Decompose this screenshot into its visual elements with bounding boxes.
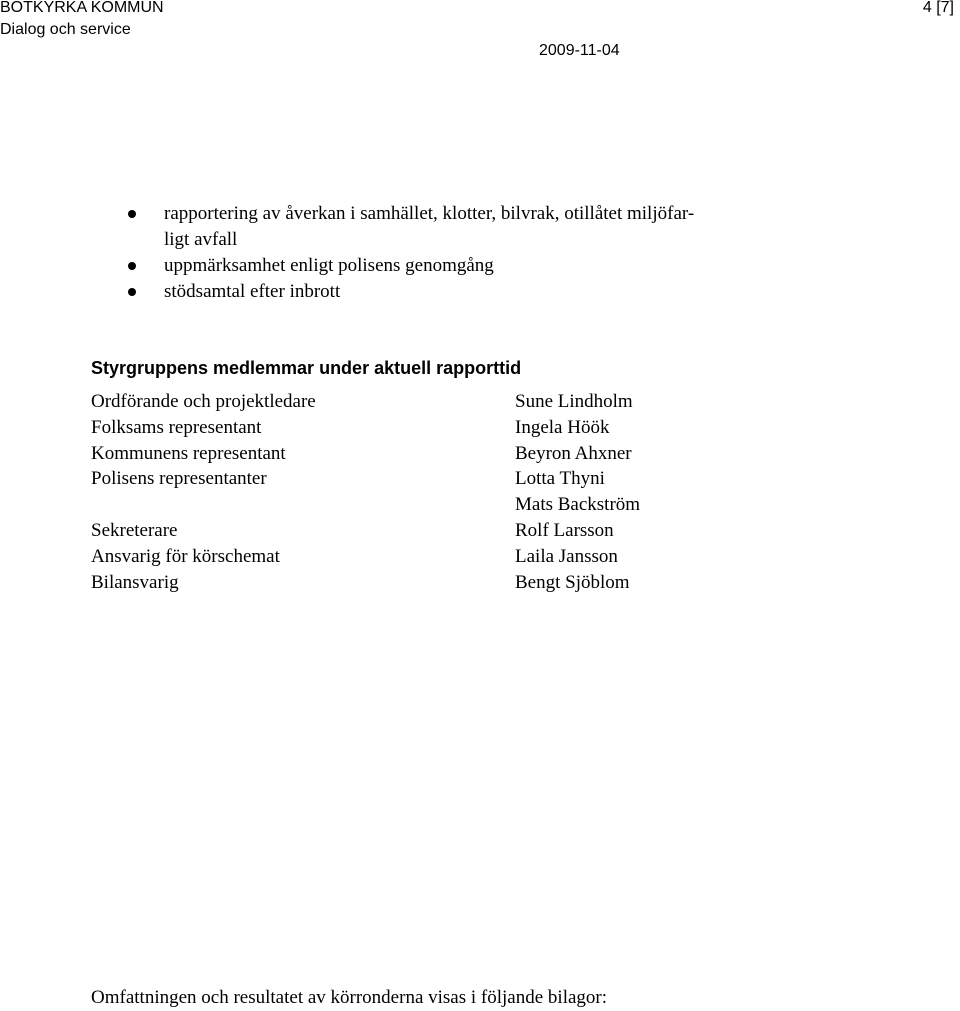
section-heading: Styrgruppens medlemmar under aktuell rapporttid — [91, 358, 522, 378]
list-item — [0, 279, 814, 305]
document-date: 2009-11-04 — [539, 42, 620, 59]
member-row — [91, 544, 791, 570]
member-row — [91, 518, 791, 544]
members-table — [91, 389, 791, 595]
bullet-icon — [128, 210, 136, 218]
department-name: Dialog och service — [0, 21, 131, 38]
member-name: Laila Jansson — [515, 545, 618, 567]
member-role: Ordförande och projektledare — [91, 391, 316, 412]
list-item-line: uppmärksamhet enligt polisens genomgång — [164, 255, 494, 276]
document-header — [0, 0, 164, 41]
list-item — [0, 201, 814, 253]
member-role: Bilansvarig — [91, 571, 179, 593]
list-item-line: ligt avfall — [164, 229, 238, 250]
member-role: Polisens representanter — [91, 468, 267, 490]
bullet-icon — [128, 288, 136, 296]
member-name: Ingela Höök — [515, 416, 610, 438]
member-name: Sune Lindholm — [515, 391, 633, 412]
member-row — [91, 389, 791, 415]
page-number: 4 [7] — [922, 0, 954, 16]
member-role: Ansvarig för körschemat — [91, 545, 280, 567]
list-item-line: rapportering av åverkan i samhället, klotter, bilvrak, otillåtet miljöfar- — [164, 203, 695, 224]
bullet-list — [0, 201, 960, 305]
member-role: Folksams representant — [91, 416, 262, 438]
member-role: Sekreterare — [91, 519, 178, 541]
member-row — [91, 441, 791, 467]
list-item — [0, 253, 814, 279]
member-name: Mats Backström — [515, 494, 641, 516]
list-item-line: stödsamtal efter inbrott — [164, 281, 341, 302]
member-row — [91, 492, 791, 518]
org-name: BOTKYRKA KOMMUN — [0, 0, 164, 16]
member-row — [91, 570, 791, 596]
member-name: Lotta Thyni — [515, 468, 605, 490]
footer-text: Omfattningen och resultatet av körronderna visas i följande bilagor: — [91, 987, 608, 1008]
member-row — [91, 415, 791, 441]
member-name: Beyron Ahxner — [515, 442, 632, 464]
member-name: Rolf Larsson — [515, 519, 614, 541]
member-name: Bengt Sjöblom — [515, 571, 630, 593]
bullet-icon — [128, 262, 136, 270]
member-row — [91, 466, 791, 492]
member-role: Kommunens representant — [91, 442, 286, 464]
